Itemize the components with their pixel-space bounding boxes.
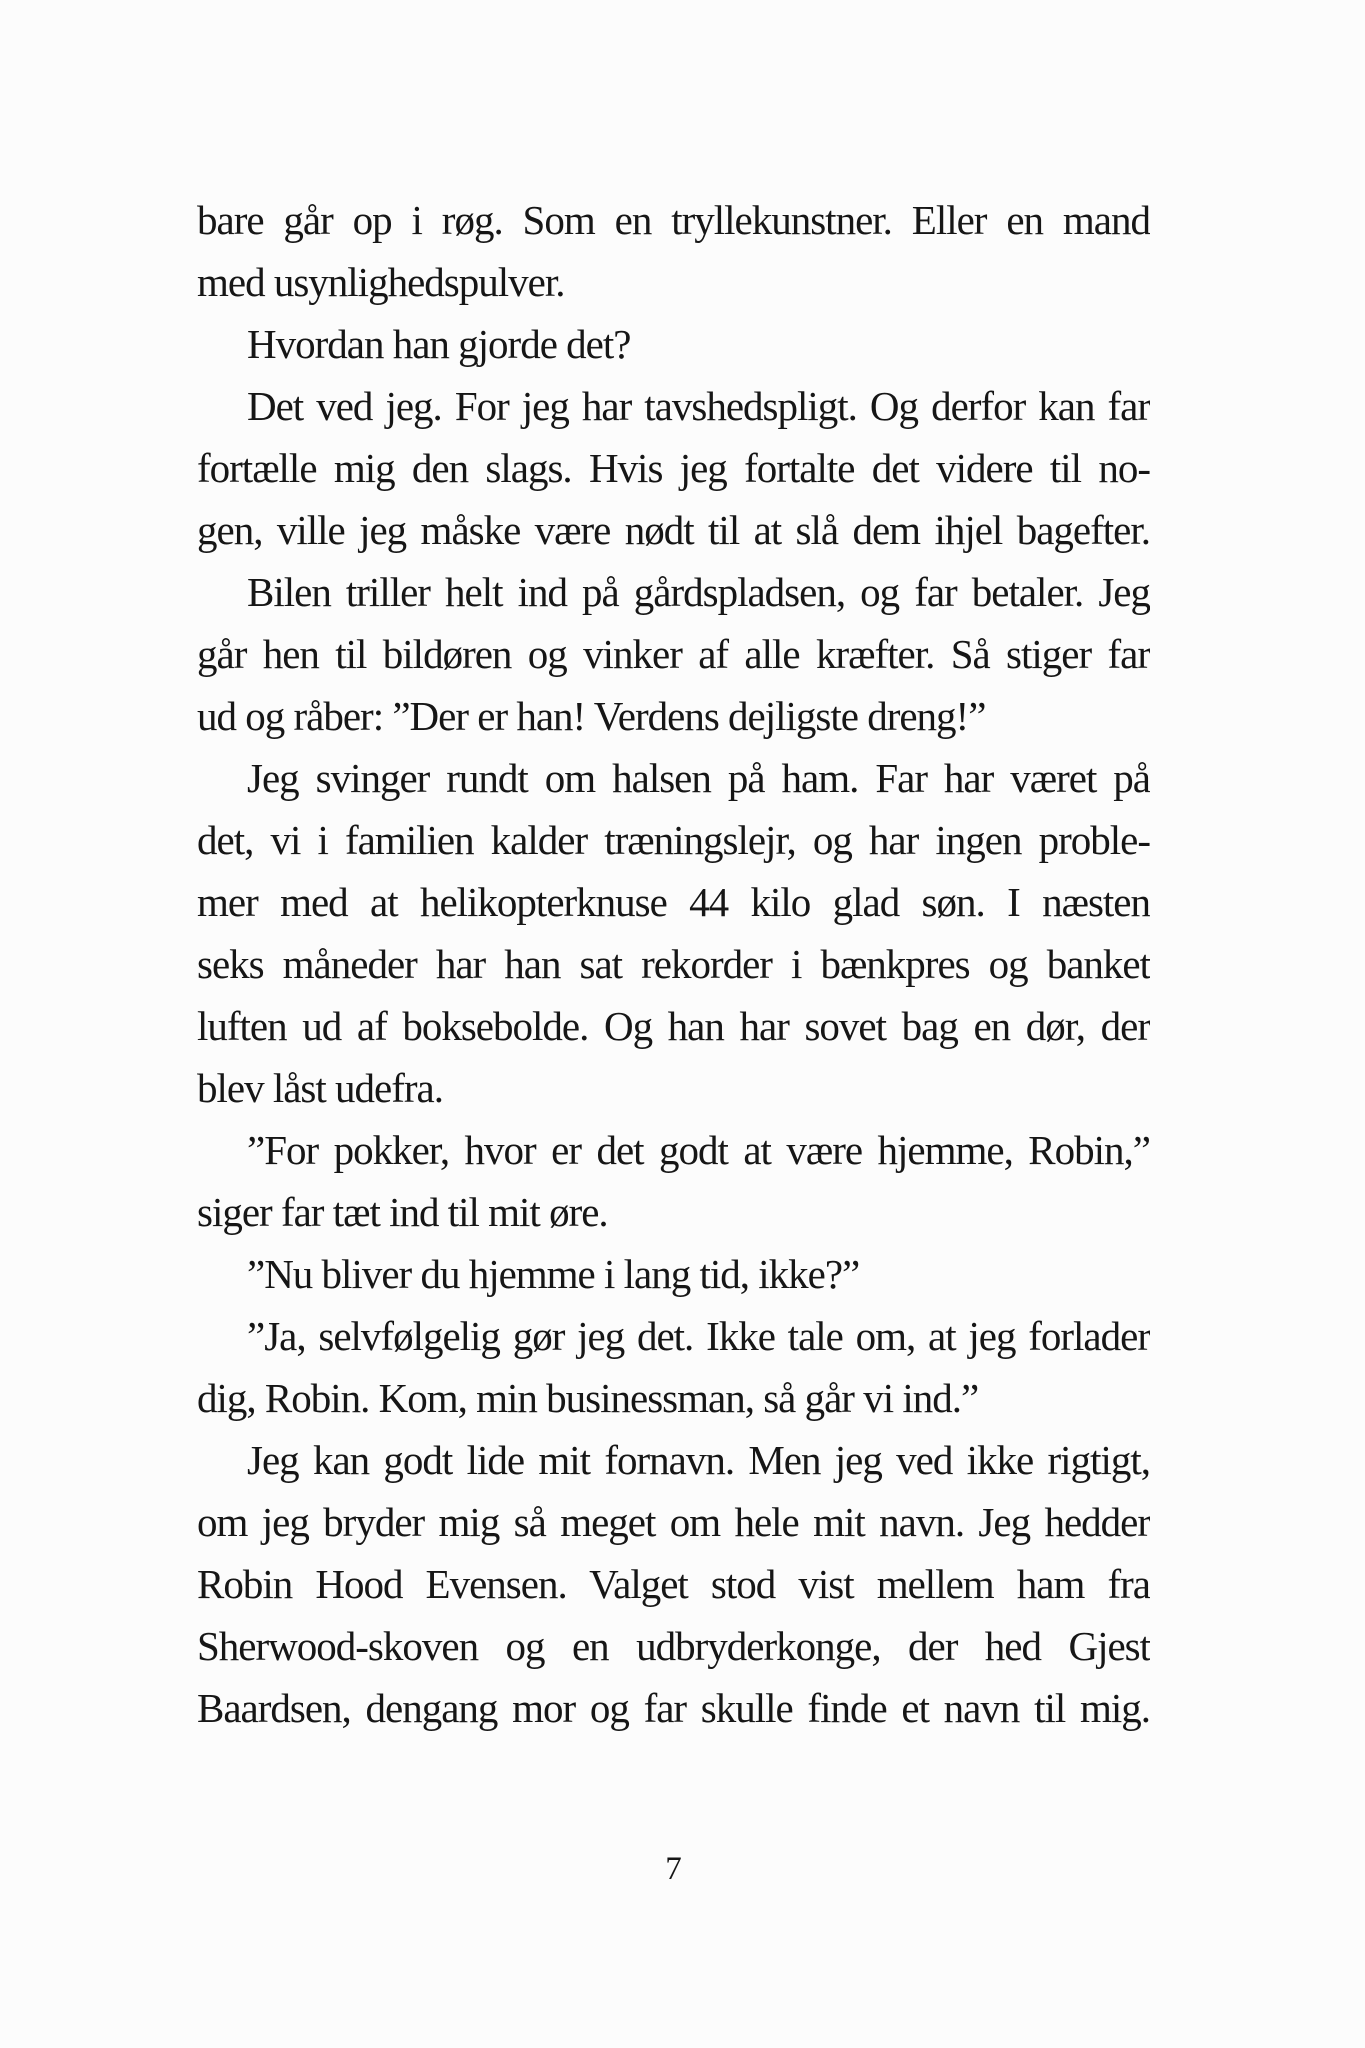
text-line: Hvordan han gjorde det? (247, 321, 631, 367)
text-block (197, 189, 1150, 1739)
text-line: med usynlighedspulver. (197, 259, 565, 305)
text-line: Baardsen, dengang mor og far skulle finde et navn til mig. (197, 1685, 1150, 1731)
text-line: bare går op i røg. Som en tryllekunstner. Eller en mand (197, 197, 1150, 243)
text-line: mer med at helikopterknuse 44 kilo glad søn. I næsten (197, 879, 1150, 925)
text-line: gen, ville jeg måske være nødt til at slå dem ihjel bagefter. (197, 507, 1150, 553)
text-line: ”For pokker, hvor er det godt at være hjemme, Robin,” (247, 1127, 1150, 1173)
text-line: dig, Robin. Kom, min businessman, så går vi ind.” (197, 1375, 979, 1421)
text-line: Det ved jeg. For jeg har tavshedspligt. Og derfor kan far (247, 383, 1150, 429)
text-line: Jeg kan godt lide mit fornavn. Men jeg ved ikke rigtigt, (247, 1437, 1150, 1483)
text-line: Robin Hood Evensen. Valget stod vist mellem ham fra (197, 1561, 1150, 1607)
text-line: går hen til bildøren og vinker af alle kræfter. Så stiger far (197, 631, 1150, 677)
text-line: ”Ja, selvfølgelig gør jeg det. Ikke tale om, at jeg forlader (247, 1313, 1150, 1359)
text-line: luften ud af boksebolde. Og han har sovet bag en dør, der (197, 1003, 1150, 1049)
text-line: seks måneder har han sat rekorder i bænkpres og banket (197, 941, 1150, 987)
text-line: det, vi i familien kalder træningslejr, og har ingen proble- (197, 817, 1150, 863)
text-line: ud og råber: ”Der er han! Verdens dejligste dreng!” (197, 693, 986, 739)
text-line: ”Nu bliver du hjemme i lang tid, ikke?” (247, 1251, 860, 1297)
text-line: fortælle mig den slags. Hvis jeg fortalte det videre til no- (197, 445, 1150, 491)
page-number: 7 (665, 1851, 682, 1887)
text-line: Bilen triller helt ind på gårdspladsen, og far betaler. Jeg (247, 569, 1150, 615)
text-line: siger far tæt ind til mit øre. (197, 1189, 608, 1235)
text-line: om jeg bryder mig så meget om hele mit navn. Jeg hedder (197, 1499, 1150, 1545)
text-line: Sherwood-skoven og en udbryderkonge, der hed Gjest (197, 1623, 1150, 1669)
text-line: blev låst udefra. (197, 1065, 443, 1111)
text-line: Jeg svinger rundt om halsen på ham. Far har været på (247, 755, 1150, 801)
